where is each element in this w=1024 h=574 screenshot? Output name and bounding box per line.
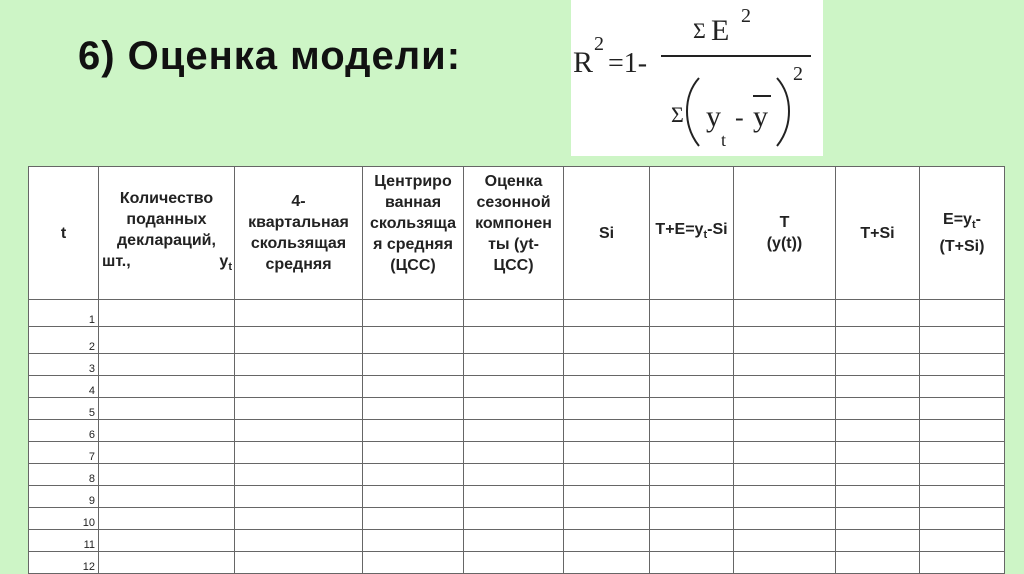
table-cell <box>363 420 464 442</box>
header-t-plus-e: $T+E=y_t-Si$ <box>650 167 734 300</box>
table-cell <box>363 442 464 464</box>
row-index: 6 <box>29 420 99 442</box>
table-cell <box>734 354 836 376</box>
right-paren <box>777 78 789 146</box>
header-trend: T (y(t)) <box>734 167 836 300</box>
header-si: Si <box>564 167 650 300</box>
table-cell <box>235 508 363 530</box>
table-cell <box>564 464 650 486</box>
table-cell <box>464 508 564 530</box>
table-cell <box>464 398 564 420</box>
table-cell <box>235 398 363 420</box>
table-cell <box>650 376 734 398</box>
table-cell <box>363 464 464 486</box>
table-cell <box>564 300 650 327</box>
table-cell <box>235 486 363 508</box>
row-index: 2 <box>29 327 99 354</box>
table-cell <box>363 486 464 508</box>
table-cell <box>734 376 836 398</box>
table-cell <box>836 486 920 508</box>
table-cell <box>464 464 564 486</box>
header-row <box>29 167 1005 300</box>
table-body <box>29 300 1005 574</box>
table-cell <box>734 552 836 574</box>
table-cell <box>836 508 920 530</box>
formula-r-exponent: 2 <box>594 33 604 55</box>
row-index: 3 <box>29 354 99 376</box>
table-row <box>29 530 1005 552</box>
table-row <box>29 376 1005 398</box>
row-index: 12 <box>29 552 99 574</box>
table-cell <box>564 552 650 574</box>
row-index: 8 <box>29 464 99 486</box>
formula-r: R <box>573 46 594 79</box>
table-cell <box>99 327 235 354</box>
table-cell <box>235 327 363 354</box>
formula-num-exponent: 2 <box>741 5 751 27</box>
table-cell <box>99 552 235 574</box>
table-cell <box>650 530 734 552</box>
formula-den-y: y <box>706 100 721 133</box>
table-cell <box>920 486 1005 508</box>
row-index: 9 <box>29 486 99 508</box>
table-cell <box>464 486 564 508</box>
table-cell <box>650 508 734 530</box>
table-cell <box>734 420 836 442</box>
table-cell <box>920 530 1005 552</box>
table-cell <box>920 354 1005 376</box>
table-cell <box>99 398 235 420</box>
formula-den-sigma: Σ <box>671 102 684 127</box>
table-cell <box>99 464 235 486</box>
table-cell <box>564 420 650 442</box>
table-cell <box>650 354 734 376</box>
table-cell <box>650 327 734 354</box>
table-cell <box>650 442 734 464</box>
model-evaluation-table <box>28 166 1005 574</box>
formula-num-sigma: Σ <box>693 18 706 43</box>
formula-one-minus: =1- <box>608 48 648 79</box>
row-index: 10 <box>29 508 99 530</box>
table-row <box>29 442 1005 464</box>
table-cell <box>836 530 920 552</box>
table-cell <box>99 300 235 327</box>
table-cell <box>363 376 464 398</box>
table-cell <box>920 464 1005 486</box>
header-moving-average: 4- квартальная скользящая средняя <box>235 167 363 300</box>
table-cell <box>235 464 363 486</box>
table-cell <box>836 420 920 442</box>
table-cell <box>564 354 650 376</box>
row-index: 4 <box>29 376 99 398</box>
table-cell <box>99 486 235 508</box>
table-cell <box>564 530 650 552</box>
table-cell <box>836 398 920 420</box>
table-cell <box>564 327 650 354</box>
row-index: 7 <box>29 442 99 464</box>
table-cell <box>363 508 464 530</box>
table-cell <box>235 376 363 398</box>
table-cell <box>920 327 1005 354</box>
table-cell <box>235 354 363 376</box>
header-t-plus-si: T+Si <box>836 167 920 300</box>
table-row <box>29 398 1005 420</box>
table-cell <box>363 552 464 574</box>
table-cell <box>99 530 235 552</box>
table-row <box>29 327 1005 354</box>
row-index: 11 <box>29 530 99 552</box>
table-cell <box>650 300 734 327</box>
table-cell <box>836 376 920 398</box>
table-cell <box>564 398 650 420</box>
table-cell <box>363 354 464 376</box>
slide-title: 6) Оценка модели: <box>78 34 462 78</box>
table-cell <box>734 464 836 486</box>
table-cell <box>836 327 920 354</box>
table-cell <box>464 354 564 376</box>
header-declarations: Количество поданных деклараций, шт., $y_t$ <box>99 167 235 300</box>
table-cell <box>920 300 1005 327</box>
header-seasonal-estimate: Оценка сезонной компонен ты (yt- ЦСС) <box>464 167 564 300</box>
table-cell <box>564 442 650 464</box>
table-cell <box>363 530 464 552</box>
table-cell <box>734 486 836 508</box>
table-cell <box>363 327 464 354</box>
formula-den-ybar: y <box>753 100 768 133</box>
table-row <box>29 552 1005 574</box>
table-cell <box>235 442 363 464</box>
table-cell <box>99 508 235 530</box>
table-row <box>29 420 1005 442</box>
table-cell <box>235 530 363 552</box>
table-cell <box>464 442 564 464</box>
table-cell <box>650 420 734 442</box>
table-cell <box>734 398 836 420</box>
r-squared-formula <box>571 0 823 156</box>
table-cell <box>650 552 734 574</box>
table-cell <box>836 552 920 574</box>
header-t: t <box>29 167 99 300</box>
table-cell <box>920 398 1005 420</box>
header-centered-ma: Центриро ванная скользяща я средняя (ЦСС) <box>363 167 464 300</box>
table-cell <box>734 327 836 354</box>
table-cell <box>363 300 464 327</box>
table-cell <box>99 376 235 398</box>
table-row <box>29 300 1005 327</box>
table-cell <box>920 376 1005 398</box>
row-index: 1 <box>29 300 99 327</box>
table-cell <box>464 420 564 442</box>
table-cell <box>99 354 235 376</box>
table-cell <box>920 420 1005 442</box>
table-cell <box>464 300 564 327</box>
table-row <box>29 354 1005 376</box>
table-cell <box>564 376 650 398</box>
table-row <box>29 486 1005 508</box>
table-cell <box>464 552 564 574</box>
table-cell <box>734 530 836 552</box>
table-cell <box>564 486 650 508</box>
header-error: $E=y_t-$ (T+Si) <box>920 167 1005 300</box>
formula-den-minus: - <box>735 103 744 132</box>
table-cell <box>836 354 920 376</box>
table-cell <box>99 442 235 464</box>
table-cell <box>734 508 836 530</box>
table-cell <box>836 300 920 327</box>
table-cell <box>235 552 363 574</box>
table-cell <box>920 442 1005 464</box>
table-cell <box>464 327 564 354</box>
left-paren <box>687 78 699 146</box>
table-cell <box>464 530 564 552</box>
table-cell <box>836 442 920 464</box>
table-cell <box>564 508 650 530</box>
formula-graphic <box>571 0 823 156</box>
table-cell <box>734 300 836 327</box>
table-row <box>29 464 1005 486</box>
table-cell <box>920 552 1005 574</box>
table-cell <box>734 442 836 464</box>
row-index: 5 <box>29 398 99 420</box>
table-cell <box>650 486 734 508</box>
table-cell <box>920 508 1005 530</box>
table-row <box>29 508 1005 530</box>
table-cell <box>836 464 920 486</box>
formula-den-t: t <box>721 130 727 150</box>
table-cell <box>235 300 363 327</box>
table-cell <box>363 398 464 420</box>
table-cell <box>650 464 734 486</box>
table-cell <box>99 420 235 442</box>
formula-den-exponent: 2 <box>793 63 803 85</box>
formula-num-e: E <box>711 14 730 47</box>
table-cell <box>650 398 734 420</box>
table-cell <box>235 420 363 442</box>
table-cell <box>464 376 564 398</box>
